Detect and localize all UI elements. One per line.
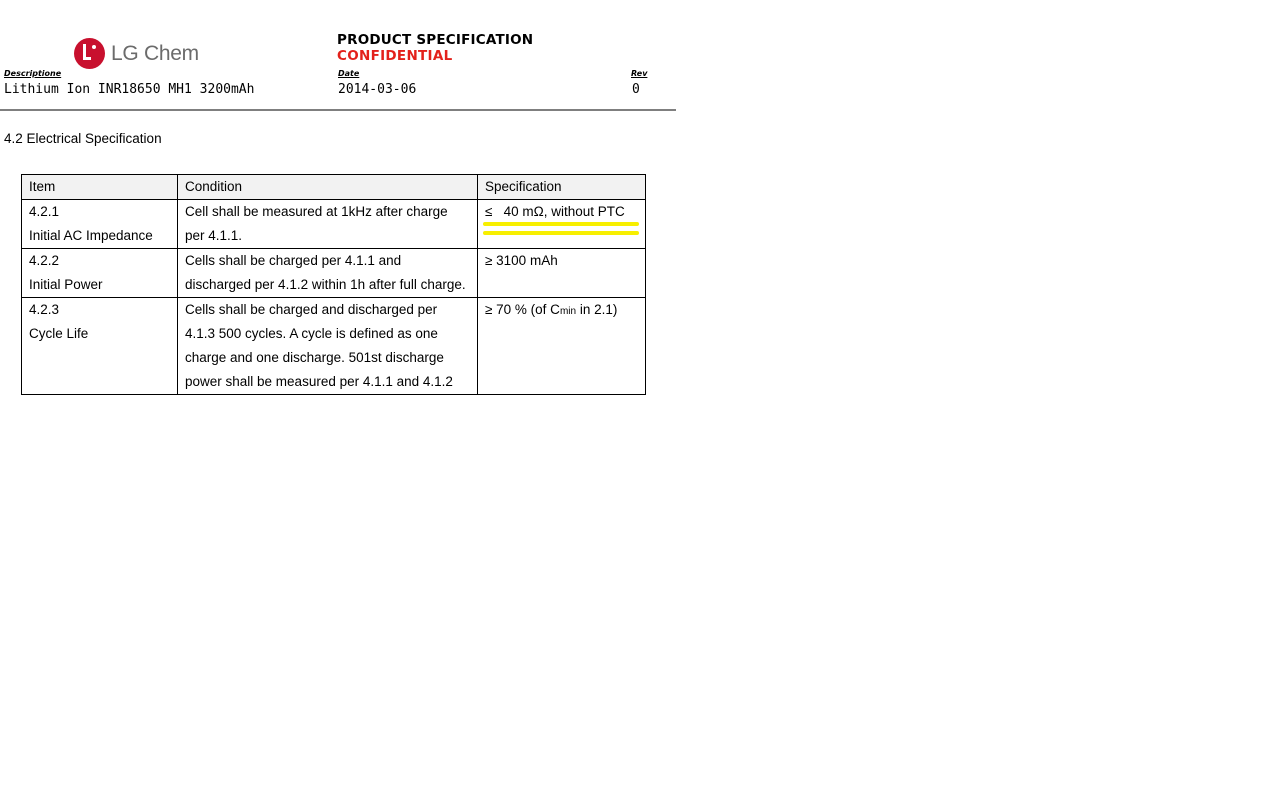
column-header-condition: Condition bbox=[178, 175, 478, 200]
highlight-mark bbox=[483, 222, 639, 226]
condition-cell: Cells shall be charged and discharged per 4.1.3 500 cycles. A cycle is defined as one charge and one discharge. 501st discharge power shall be measured per 4.1.1 and 4.1.2 bbox=[178, 298, 478, 395]
section-title: 4.2 Electrical Specification bbox=[4, 131, 162, 146]
specification-cell bbox=[478, 249, 646, 298]
specification-prefix: ≥ 70 % (of C bbox=[485, 302, 560, 317]
item-number: 4.2.2 bbox=[29, 253, 60, 268]
header-divider bbox=[0, 109, 676, 111]
table-row bbox=[22, 200, 646, 249]
condition-cell: Cells shall be charged per 4.1.1 and discharged per 4.1.2 within 1h after full charge. bbox=[178, 249, 478, 298]
company-logo bbox=[74, 38, 199, 69]
item-number: 4.2.1 bbox=[29, 204, 60, 219]
item-cell bbox=[22, 200, 178, 249]
item-number: 4.2.3 bbox=[29, 302, 60, 317]
specification-cell bbox=[478, 298, 646, 395]
electrical-spec-table bbox=[21, 174, 646, 395]
specification-value: ≥ 3100 mAh bbox=[485, 253, 558, 268]
item-name: Initial AC Impedance bbox=[29, 228, 153, 243]
item-name: Initial Power bbox=[29, 277, 103, 292]
table-row bbox=[22, 298, 646, 395]
item-cell bbox=[22, 249, 178, 298]
document-title: PRODUCT SPECIFICATION bbox=[337, 32, 534, 48]
rev-label: Rev bbox=[631, 69, 648, 78]
description-value: Lithium Ion INR18650 MH1 3200mAh bbox=[4, 82, 255, 97]
specification-suffix: in 2.1) bbox=[576, 302, 618, 317]
column-header-item: Item bbox=[22, 175, 178, 200]
column-header-specification: Specification bbox=[478, 175, 646, 200]
item-name: Cycle Life bbox=[29, 326, 89, 341]
table-header-row bbox=[22, 175, 646, 200]
description-label: Descriptione bbox=[4, 69, 62, 78]
company-name: LG Chem bbox=[111, 41, 199, 65]
lg-logo-icon bbox=[74, 38, 105, 69]
specification-cell bbox=[478, 200, 646, 249]
date-label: Date bbox=[338, 69, 360, 78]
specification-value: ≤ 40 mΩ, without PTC bbox=[485, 204, 625, 219]
condition-cell: Cell shall be measured at 1kHz after charge per 4.1.1. bbox=[178, 200, 478, 249]
table-row bbox=[22, 249, 646, 298]
document-header bbox=[0, 0, 676, 111]
rev-value: 0 bbox=[632, 82, 640, 97]
date-value: 2014-03-06 bbox=[338, 82, 417, 97]
item-cell bbox=[22, 298, 178, 395]
specification-subscript: min bbox=[559, 306, 577, 317]
highlight-mark bbox=[483, 231, 639, 235]
confidential-label: CONFIDENTIAL bbox=[337, 48, 453, 64]
